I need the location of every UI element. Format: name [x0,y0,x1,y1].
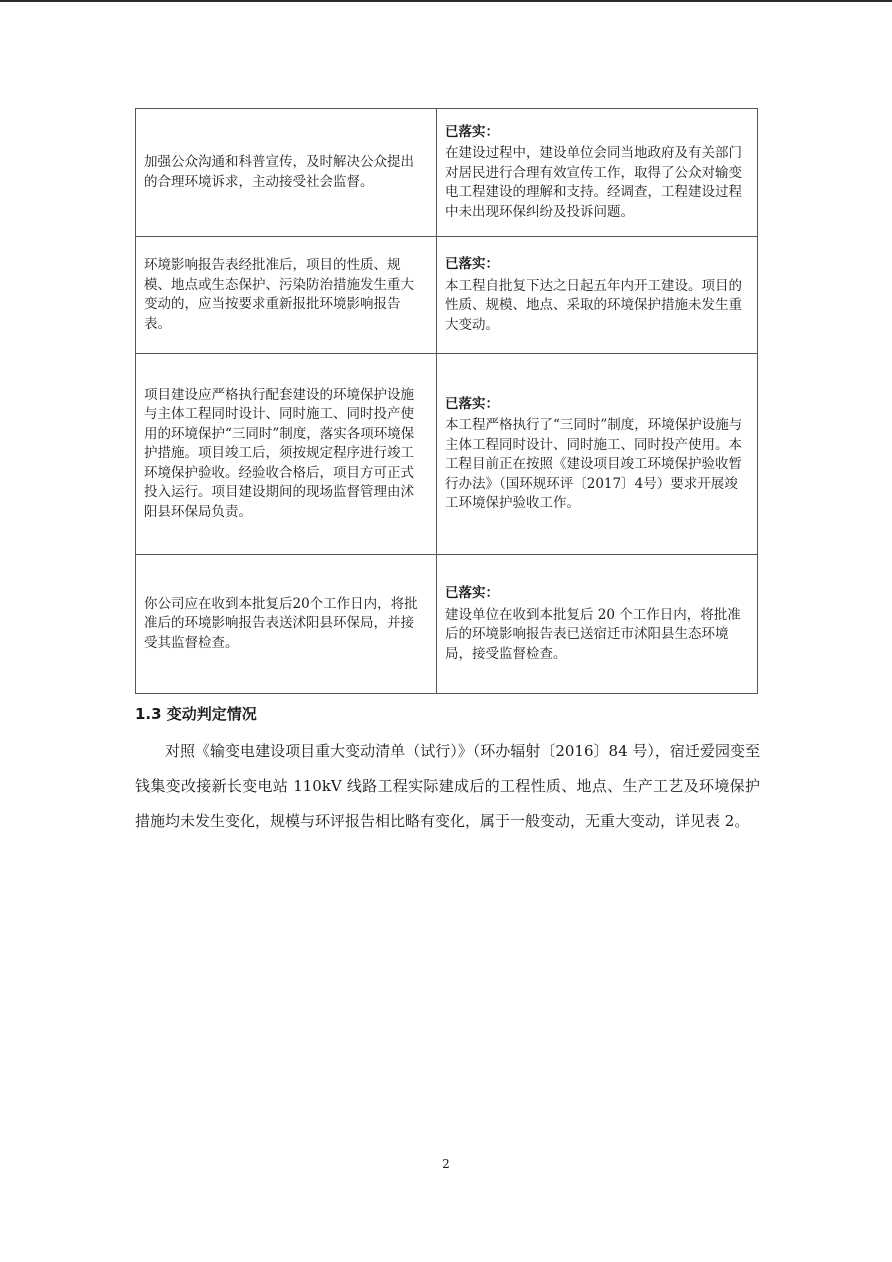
status-label: 已落实： [445,395,499,412]
table-row [136,237,758,354]
compliance-table [135,108,758,694]
implementation-cell [437,555,758,694]
requirement-cell: 加强公众沟通和科普宣传，及时解决公众提出的合理环境诉求，主动接受社会监督。 [136,109,437,237]
section-heading: 1.3 变动判定情况 [135,705,257,723]
implementation-text: 本工程自批复下达之日起五年内开工建设。项目的性质、规模、地点、采取的环境保护措施未发生重大变动。 [445,277,742,333]
implementation-text: 建设单位在收到本批复后 20 个工作日内，将批准后的环境影响报告表已送宿迁市沭阳县生态环境局，接受监督检查。 [445,606,741,662]
page-number: 2 [442,1157,450,1171]
requirement-cell: 项目建设应严格执行配套建设的环境保护设施与主体工程同时设计、同时施工、同时投产使用的环境保护“三同时”制度，落实各项环境保护措施。项目竣工后，须按规定程序进行竣工环境保护验收。经验收合格后，项目方可正式投入运行。项目建设期间的现场监督管理由沭阳县环保局负责。 [136,354,437,555]
implementation-cell [437,109,758,237]
status-label: 已落实： [445,585,499,601]
requirement-cell: 环境影响报告表经批准后，项目的性质、规模、地点或生态保护、污染防治措施发生重大变动的，应当按要求重新报批环境影响报告表。 [136,237,437,354]
table-row [136,354,758,555]
status-label: 已落实： [445,256,499,272]
requirement-cell: 你公司应在收到本批复后20个工作日内，将批准后的环境影响报告表送沭阳县环保局，并接受其监督检查。 [136,555,437,694]
top-border-line [0,0,892,2]
implementation-text: 在建设过程中，建设单位会同当地政府及有关部门对居民进行合理有效宣传工作，取得了公众对输变电工程建设的理解和支持。经调查，工程建设过程中未出现环保纠纷及投诉问题。 [445,145,742,220]
table-row [136,555,758,694]
section-paragraph: 对照《输变电建设项目重大变动清单（试行）》（环办辐射〔2016〕84 号），宿迁爱园变至钱集变改接新长变电站 110kV 线路工程实际建成后的工程性质、地点、生产工艺及环境保护措施均未发生变化，规模与环评报告相比略有变化，属于一般变动，无重大变动，详见表 2。 [135,742,760,830]
implementation-cell [437,237,758,354]
table-row [136,109,758,237]
implementation-cell [437,354,758,555]
implementation-text: 本工程严格执行了“三同时”制度，环境保护设施与主体工程同时设计、同时施工、同时投产使用。本工程目前正在按照《建设项目竣工环境保护验收暂行办法》（国环规环评〔2017〕4号）要求开展竣工环境保护验收工作。 [445,417,743,511]
status-label: 已落实： [445,123,499,140]
